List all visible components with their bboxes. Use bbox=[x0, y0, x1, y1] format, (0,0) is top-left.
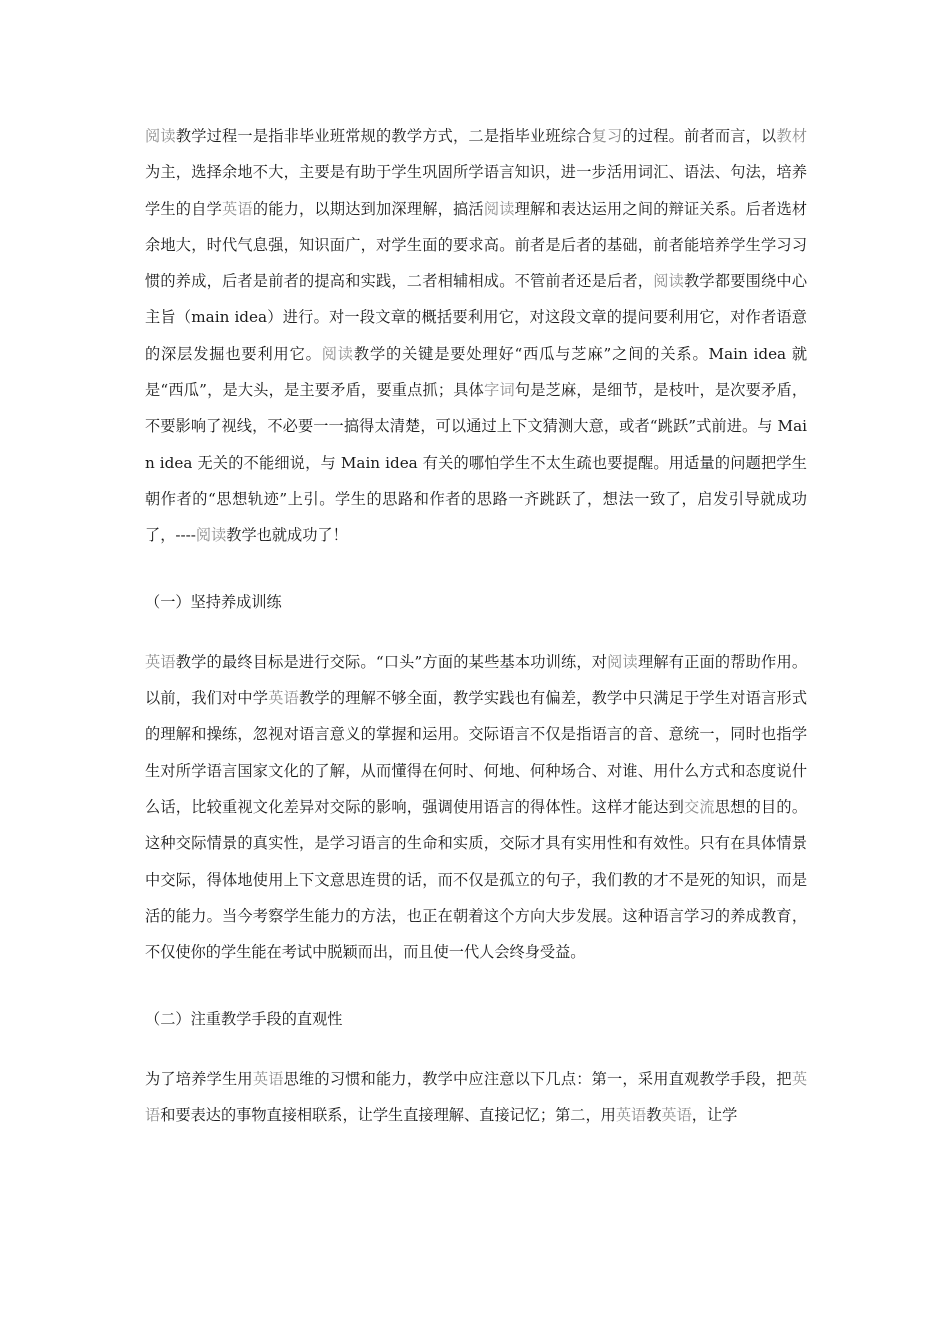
keyword-link[interactable]: 复习 bbox=[591, 127, 623, 145]
text-segment: 句是芝麻，是细节，是枝叶，是次要矛盾，不要影响了视线，不必要一一搞得太清楚，可以通过上下文猜测大意，或者“跳跃”式前进。与 Main idea 无关的不能细说，与 Main idea 有关的哪怕学生不太生疏也要提醒。用适量的问题把学生朝作者的“思想轨迹”上引。学生的思路和作者的思路一齐跳跃了，想法一致了，启发引导就成功了，---- bbox=[145, 381, 808, 545]
text-segment: 教学也就成功了！ bbox=[226, 526, 348, 545]
text-segment: 教学的关键是要处理好“西瓜与芝麻”之间的关系。Main idea 就是“西瓜”，是大头，是主要矛盾，要重点抓；具体 bbox=[145, 344, 808, 400]
text-segment: 教学的最终目标是进行交际。“口头”方面的某些基本功训练，对 bbox=[175, 652, 608, 671]
text-segment: 的能力，以期达到加深理解，搞活 bbox=[252, 199, 484, 218]
text-segment: 教学的理解不够全面，教学实践也有偏差，教学中只满足于学生对语言形式的理解和操练，忽视对语言意义的掌握和运用。交际语言不仅是指语言的音、意统一，同时也指学生对所学语言国家文化的了解，从而懂得在何时、何地、何种场合、对谁、用什么方式和态度说什么话，比较重视文化差异对交际的影响，强调使用语言的得体性。这样才能达到 bbox=[145, 689, 808, 817]
keyword-link[interactable]: 英语 bbox=[252, 1069, 284, 1088]
keyword-link[interactable]: 英语 bbox=[661, 1106, 692, 1125]
section-heading-1: （一）坚持养成训练 bbox=[145, 592, 282, 611]
text-segment: 的过程。前者而言，以 bbox=[622, 127, 777, 145]
document-page bbox=[145, 118, 807, 1133]
text-segment: 和要表达的事物直接相联系，让学生直接理解、直接记忆；第二，用 bbox=[160, 1106, 616, 1125]
keyword-link[interactable]: 英语 bbox=[268, 689, 300, 708]
section-heading-2: （二）注重教学手段的直观性 bbox=[145, 1009, 343, 1028]
text-segment: 理解和表达运用之间的辩证关系。后者选材余地大，时代气息强，知识面广，对学生面的要求高。前者是后者的基础，前者能培养学生学习习惯的养成，后者是前者的提高和实践，二者相辅相成。不管前者还是后者， bbox=[145, 199, 808, 291]
text-segment: 为主，选择余地不大，主要是有助于学生巩固所学语言知识，进一步活用词汇、语法、句法，培养学生的自学 bbox=[145, 163, 807, 218]
text-segment: 为了培养学生用 bbox=[145, 1069, 253, 1088]
keyword-link[interactable]: 字词 bbox=[484, 381, 515, 400]
keyword-link[interactable]: 英语 bbox=[222, 199, 253, 218]
text-segment: 教学都要围绕中心主旨（main idea）进行。对一段文章的概括要利用它，对这段文章的提问要利用它，对作者语意的深层发掘也要利用它。 bbox=[145, 272, 808, 363]
keyword-link[interactable]: 阅读 bbox=[483, 199, 515, 218]
text-segment: 教 bbox=[646, 1106, 662, 1125]
text-segment: 思维的习惯和能力，教学中应注意以下几点：第一，采用直观教学手段，把 bbox=[283, 1069, 792, 1088]
text-segment: 思想的目的。这种交际情景的真实性，是学习语言的生命和实质，交际才具有实用性和有效性。只有在具体情景中交际，得体地使用上下文意思连贯的话，而不仅是孤立的句子，我们教的才不是死的知识，而是活的能力。当今考察学生能力的方法，也正在朝着这个方向大步发展。这种语言学习的养成教育，不仅使你的学生能在考试中脱颖而出，而且使一代人会终身受益。 bbox=[145, 798, 808, 962]
keyword-link[interactable]: 交流 bbox=[684, 798, 715, 817]
paragraph-communication bbox=[145, 644, 807, 971]
keyword-link[interactable]: 阅读 bbox=[321, 344, 354, 363]
paragraph-direct-method bbox=[145, 1061, 807, 1134]
keyword-link[interactable]: 英语 bbox=[145, 652, 176, 671]
paragraph-reading-teaching bbox=[145, 118, 807, 554]
keyword-link[interactable]: 阅读 bbox=[607, 652, 638, 671]
keyword-link[interactable]: 阅读 bbox=[145, 127, 176, 145]
text-segment: 教学过程一是指非毕业班常规的教学方式，二是指毕业班综合 bbox=[175, 127, 592, 145]
keyword-link[interactable]: 阅读 bbox=[653, 272, 685, 291]
keyword-link[interactable]: 阅读 bbox=[195, 526, 227, 545]
keyword-link[interactable]: 英语 bbox=[615, 1106, 647, 1125]
text-segment: ，让学 bbox=[691, 1106, 738, 1125]
keyword-link[interactable]: 教材 bbox=[776, 127, 808, 145]
text-segment: 理解有正面的帮助作用。以前，我们对中学 bbox=[145, 652, 808, 708]
keyword-link[interactable]: 英语 bbox=[145, 1069, 808, 1125]
